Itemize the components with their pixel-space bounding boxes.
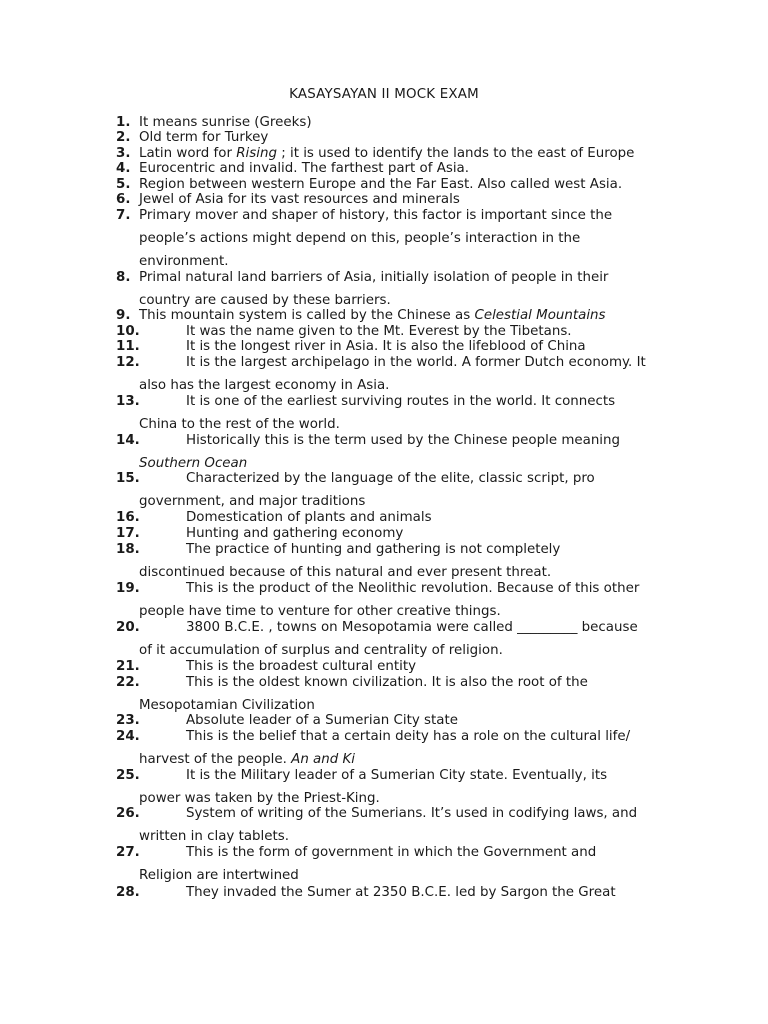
question-text: This is the oldest known civilization. It is also the root of the <box>186 675 588 690</box>
question-continuation: power was taken by the Priest-King. <box>139 791 380 806</box>
question-text: This is the belief that a certain deity has a role on the cultural life/ <box>186 729 631 744</box>
question-continuation: government, and major traditions <box>139 494 366 509</box>
question-text: This is the broadest cultural entity <box>186 659 417 674</box>
question-number: 2. <box>116 130 131 145</box>
question-number: 14. <box>116 433 140 448</box>
question-number: 7. <box>116 208 131 223</box>
question-continuation-emphasis: Southern Ocean <box>139 456 248 471</box>
question-number: 17. <box>116 526 140 541</box>
question-continuation: written in clay tablets. <box>139 829 289 844</box>
question-text-part: Latin word for <box>139 146 237 161</box>
question-text: 3800 B.C.E. , towns on Mesopotamia were called _________ because <box>186 620 638 635</box>
question-continuation: people have time to venture for other creative things. <box>139 604 501 619</box>
question-text <box>139 308 606 323</box>
question-text: It is the Military leader of a Sumerian City state. Eventually, its <box>186 768 608 783</box>
question-number: 13. <box>116 394 140 409</box>
question-number: 22. <box>116 675 140 690</box>
question-number: 26. <box>116 806 140 821</box>
question-number: 15. <box>116 471 140 486</box>
question-continuation <box>139 752 355 767</box>
question-continuation <box>139 456 247 471</box>
question-text-emphasis: Celestial Mountains <box>474 308 606 323</box>
question-number: 6. <box>116 192 131 207</box>
question-continuation: of it accumulation of surplus and centrality of religion. <box>139 643 503 658</box>
question-text: The practice of hunting and gathering is not completely <box>186 542 561 557</box>
question-number: 28. <box>116 885 140 900</box>
question-text: Old term for Turkey <box>139 130 269 145</box>
question-number: 1. <box>116 115 131 130</box>
question-number: 18. <box>116 542 140 557</box>
question-text-part: ; it is used to identify the lands to the east of Europe <box>276 146 635 161</box>
question-text: It was the name given to the Mt. Everest by the Tibetans. <box>186 324 572 339</box>
question-continuation: Mesopotamian Civilization <box>139 698 315 713</box>
question-number: 9. <box>116 308 131 323</box>
question-number: 11. <box>116 339 140 354</box>
question-number: 4. <box>116 161 131 176</box>
question-continuation: China to the rest of the world. <box>139 417 340 432</box>
question-text: It is the largest archipelago in the world. A former Dutch economy. It <box>186 355 646 370</box>
question-number: 21. <box>116 659 140 674</box>
question-number: 10. <box>116 324 140 339</box>
question-number: 5. <box>116 177 131 192</box>
question-number: 27. <box>116 845 140 860</box>
question-continuation: people’s actions might depend on this, people’s interaction in the <box>139 231 581 246</box>
question-continuation-emphasis: An and Ki <box>291 752 356 767</box>
question-text: It means sunrise (Greeks) <box>139 115 312 130</box>
question-number: 12. <box>116 355 140 370</box>
question-number: 24. <box>116 729 140 744</box>
question-text: This is the form of government in which the Government and <box>186 845 597 860</box>
question-number: 20. <box>116 620 140 635</box>
question-text: Characterized by the language of the elite, classic script, pro <box>186 471 595 486</box>
question-number: 25. <box>116 768 140 783</box>
question-number: 19. <box>116 581 140 596</box>
question-continuation: discontinued because of this natural and ever present threat. <box>139 565 552 580</box>
question-text: This is the product of the Neolithic revolution. Because of this other <box>186 581 640 596</box>
question-text: It is the longest river in Asia. It is also the lifeblood of China <box>186 339 586 354</box>
page-title: KASAYSAYAN II MOCK EXAM <box>289 87 479 102</box>
question-text-part: This mountain system is called by the Chinese as <box>139 308 475 323</box>
question-text: Primal natural land barriers of Asia, initially isolation of people in their <box>139 270 609 285</box>
question-continuation: country are caused by these barriers. <box>139 293 391 308</box>
question-text: Primary mover and shaper of history, this factor is important since the <box>139 208 613 223</box>
question-continuation: also has the largest economy in Asia. <box>139 378 390 393</box>
question-text: Region between western Europe and the Far East. Also called west Asia. <box>139 177 623 192</box>
question-number: 3. <box>116 146 131 161</box>
question-text: Eurocentric and invalid. The farthest part of Asia. <box>139 161 470 176</box>
question-text <box>139 146 634 161</box>
question-number: 16. <box>116 510 140 525</box>
question-continuation: Religion are intertwined <box>139 868 299 883</box>
question-text: Jewel of Asia for its vast resources and minerals <box>139 192 460 207</box>
question-continuation: environment. <box>139 254 229 269</box>
question-text: Domestication of plants and animals <box>186 510 432 525</box>
question-text: System of writing of the Sumerians. It’s used in codifying laws, and <box>186 806 638 821</box>
question-number: 8. <box>116 270 131 285</box>
question-text: Historically this is the term used by the Chinese people meaning <box>186 433 621 448</box>
question-continuation-part: harvest of the people. <box>139 752 292 767</box>
question-text: It is one of the earliest surviving routes in the world. It connects <box>186 394 616 409</box>
question-text: Hunting and gathering economy <box>186 526 404 541</box>
question-text: They invaded the Sumer at 2350 B.C.E. led by Sargon the Great <box>186 885 616 900</box>
question-text: Absolute leader of a Sumerian City state <box>186 713 458 728</box>
question-number: 23. <box>116 713 140 728</box>
question-text-emphasis: Rising <box>236 146 277 161</box>
